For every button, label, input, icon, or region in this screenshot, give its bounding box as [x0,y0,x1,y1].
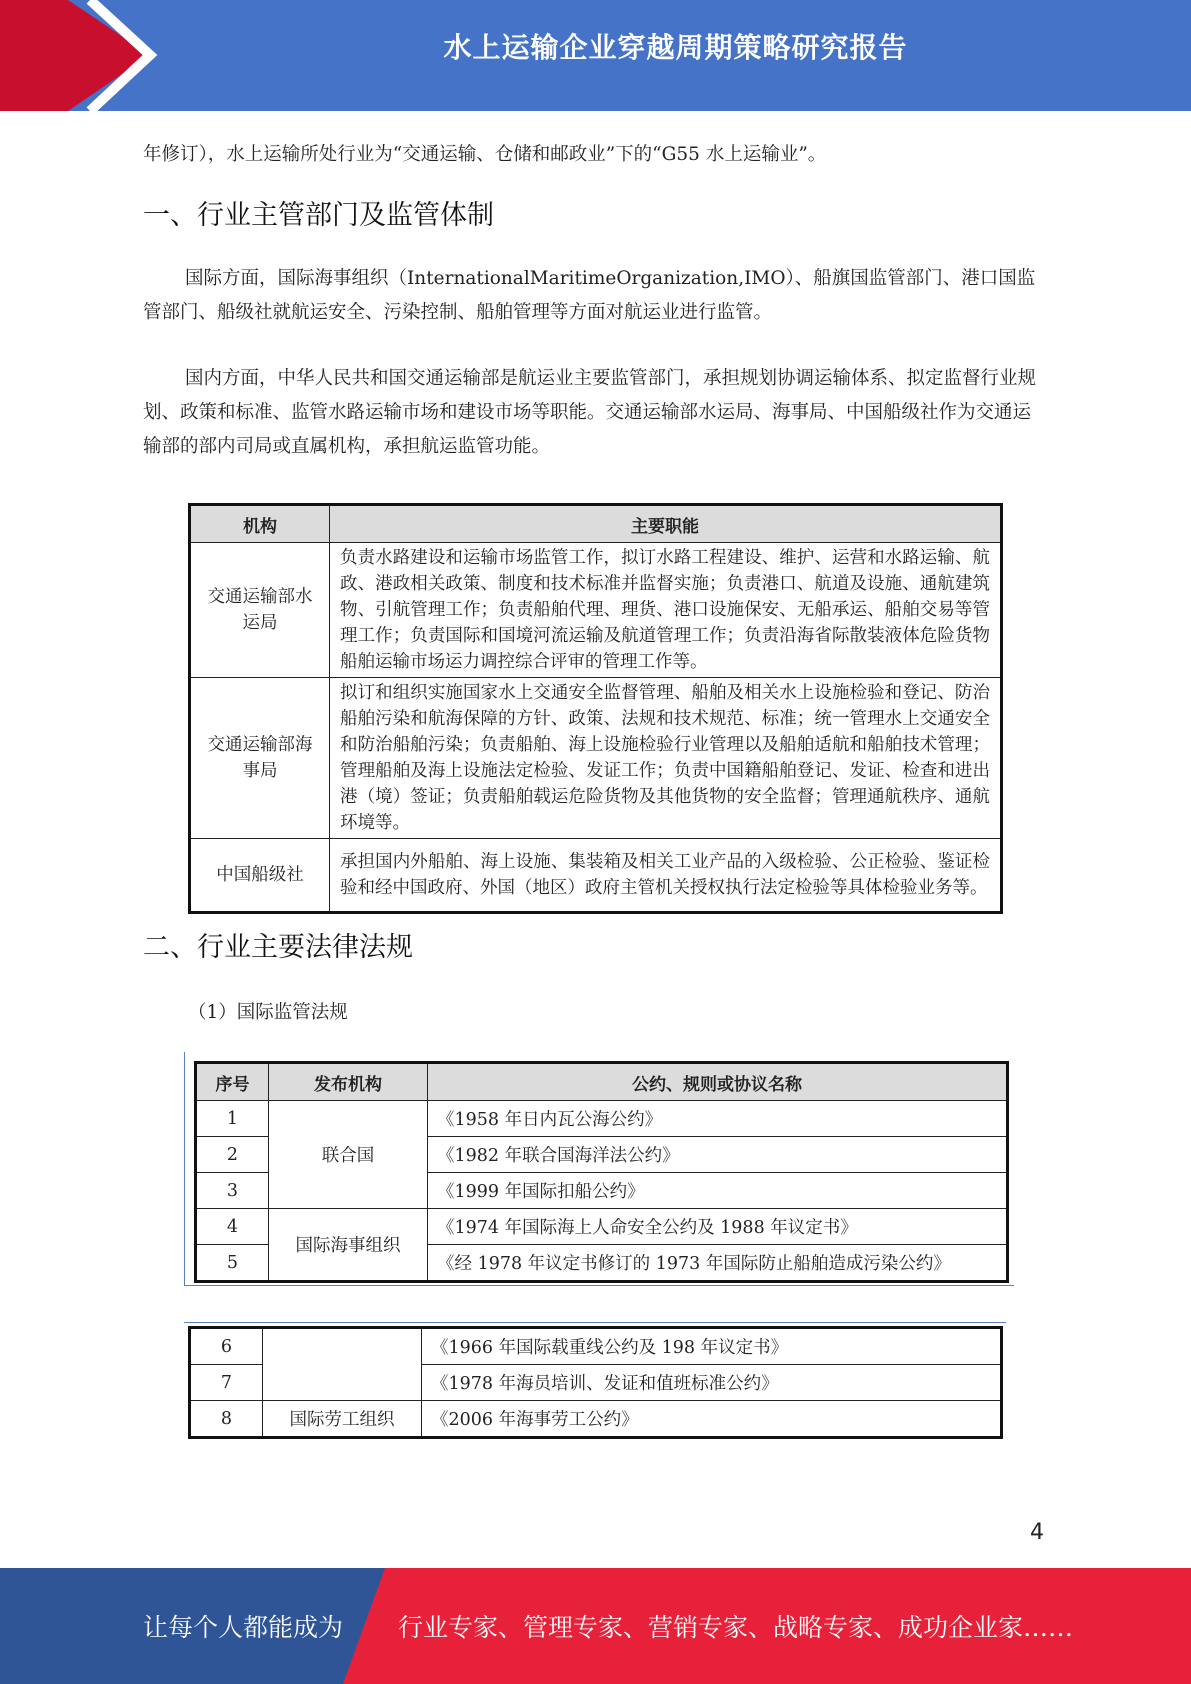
agency-table-header [190,505,1002,543]
law-no: 2 [196,1137,269,1173]
law-name: 《1958 年日内瓦公海公约》 [428,1101,1008,1137]
page-header [0,0,1191,111]
scan-edge-line [184,1322,1006,1323]
law-org [263,1328,422,1401]
agency-table [188,503,1003,914]
section2-subheading: （1）国际监管法规 [188,1002,348,1023]
law-org: 国际劳工组织 [263,1401,422,1438]
col-header-no: 序号 [196,1063,269,1101]
agency-org: 交通运输部水运局 [190,543,330,678]
law-name: 《1982 年联合国海洋法公约》 [428,1137,1008,1173]
intro-line: 年修订），水上运输所处行业为“交通运输、仓储和邮政业”下的“G55 水上运输业”。 [143,144,827,165]
law-name: 《1974 年国际海上人命安全公约及 1988 年议定书》 [428,1209,1008,1245]
law-name: 《经 1978 年议定书修订的 1973 年国际防止船舶造成污染公约》 [428,1245,1008,1282]
section1-para-domestic: 国内方面，中华人民共和国交通运输部是航运业主要监管部门，承担规划协调运输体系、拟定监督行业规划、政策和标准、监管水路运输市场和建设市场等职能。交通运输部水运局、海事局、中国船级社作为交通运输部的部内司局或直属机构，承担航运监管功能。 [143,368,1037,457]
table-row [190,1328,1002,1365]
law-no: 5 [196,1245,269,1282]
law-no: 6 [190,1328,263,1365]
law-no: 1 [196,1101,269,1137]
scan-edge-line [184,1285,1014,1286]
law-org: 联合国 [269,1101,428,1209]
law-name: 《1966 年国际载重线公约及 198 年议定书》 [422,1328,1002,1365]
table-row [190,839,1002,913]
law-name: 《1978 年海员培训、发证和值班标准公约》 [422,1365,1002,1401]
col-header-org: 发布机构 [269,1063,428,1101]
law-table-part1 [194,1061,1009,1283]
header-arrow-decoration [0,0,160,111]
section1-para-international: 国际方面，国际海事组织（InternationalMaritimeOrganization,IMO）、船旗国监管部门、港口国监管部门、船级社就航运安全、污染控制、船舶管理等方面对航运业进行监管。 [143,268,1036,323]
header-title: 水上运输企业穿越周期策略研究报告 [443,31,908,64]
law-no: 4 [196,1209,269,1245]
table-row [190,1401,1002,1438]
table-row [190,543,1002,678]
law-name: 《2006 年海事劳工公约》 [422,1401,1002,1438]
scan-edge-line [184,1052,185,1286]
table-row [190,678,1002,839]
table-row [196,1101,1008,1137]
law-no: 7 [190,1365,263,1401]
page-number: 4 [1030,1520,1044,1545]
law-org: 国际海事组织 [269,1209,428,1282]
agency-duty: 承担国内外船舶、海上设施、集装箱及相关工业产品的入级检验、公正检验、鉴证检验和经中国政府、外国（地区）政府主管机关授权执行法定检验等具体检验业务等。 [330,839,1002,913]
agency-org: 中国船级社 [190,839,330,913]
col-header-org: 机构 [190,505,330,543]
table-row [196,1209,1008,1245]
law-no: 3 [196,1173,269,1209]
footer-slogan-right: 行业专家、管理专家、营销专家、战略专家、成功企业家…… [398,1613,1074,1642]
page-footer [0,1568,1191,1684]
agency-duty: 拟订和组织实施国家水上交通安全监督管理、船舶及相关水上设施检验和登记、防治船舶污染和航海保障的方针、政策、法规和技术规范、标准；统一管理水上交通安全和防治船舶污染；负责船舶、海上设施检验行业管理以及船舶适航和船舶技术管理；管理船舶及海上设施法定检验、发证工作；负责中国籍船舶登记、发证、检查和进出港（境）签证；负责船舶载运危险货物及其他货物的安全监督；管理通航秩序、通航环境等。 [330,678,1002,839]
law-table-part2 [188,1326,1003,1439]
footer-slogan-left: 让每个人都能成为 [143,1613,344,1642]
agency-duty: 负责水路建设和运输市场监管工作，拟订水路工程建设、维护、运营和水路运输、航政、港政相关政策、制度和技术标准并监督实施；负责港口、航道及设施、通航建筑物、引航管理工作；负责船舶代理、理货、港口设施保安、无船承运、船舶交易等管理工作；负责国际和国境河流运输及航道管理工作；负责沿海省际散装液体危险货物船舶运输市场运力调控综合评审的管理工作等。 [330,543,1002,678]
section1-heading: 一、行业主管部门及监管体制 [143,200,494,231]
col-header-duty: 主要职能 [330,505,1002,543]
section2-heading: 二、行业主要法律法规 [143,932,413,963]
law-table-header [196,1063,1008,1101]
col-header-name: 公约、规则或协议名称 [428,1063,1008,1101]
law-no: 8 [190,1401,263,1438]
agency-org: 交通运输部海事局 [190,678,330,839]
law-name: 《1999 年国际扣船公约》 [428,1173,1008,1209]
